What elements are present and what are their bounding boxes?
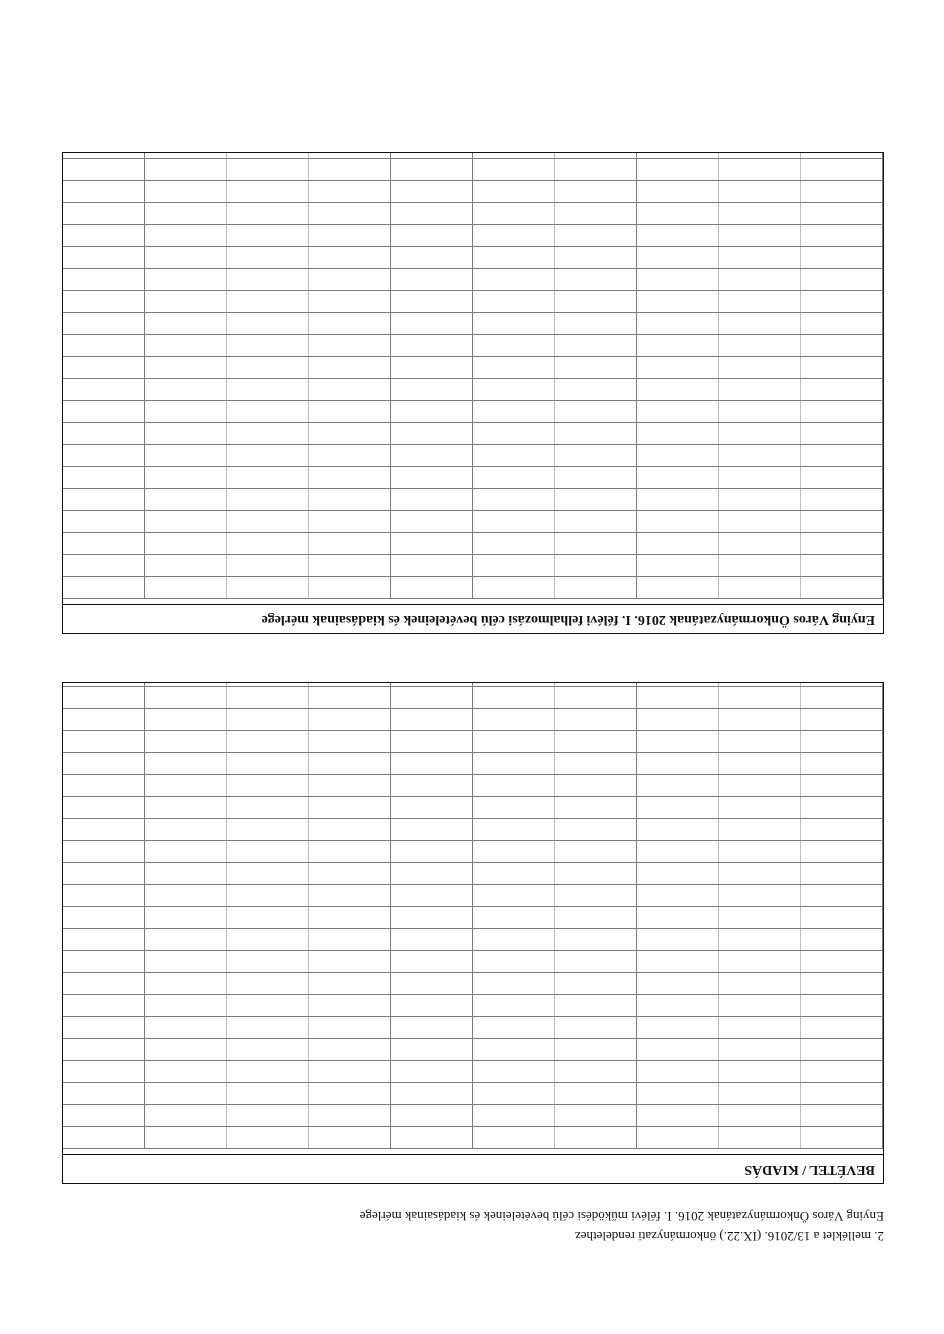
table2-title: Enying Város Önkormányzatának 2016. I. félévi felhalmozási célú bevételeinek és kiadásainak mérlege [63,604,883,633]
table1-title: BEVÉTEL / KIADÁS [63,1154,883,1183]
table1-grid [63,683,883,1149]
header [64,1204,884,1244]
table1 [62,682,884,1184]
table2 [62,152,884,634]
header-line2: Enying Város Önkormányzatának 2016. I. félévi működési célú bevételeinek és kiadásainak mérlege [359,1209,884,1224]
table2-grid [63,153,883,599]
header-line1: 2. melléklet a 13/2016. (IX.22.) önkormányzati rendelethez [574,1229,884,1244]
